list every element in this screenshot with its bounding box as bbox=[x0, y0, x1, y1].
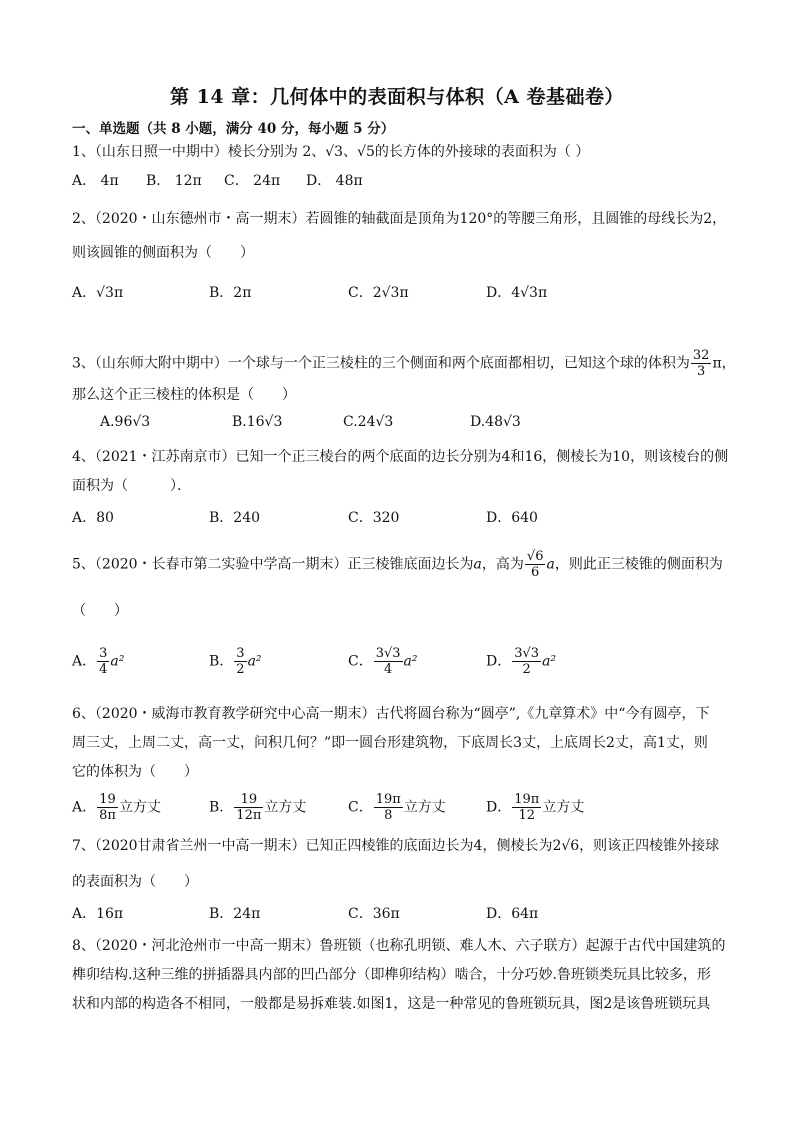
question-1-stem: 1、（山东日照一中期中）棱长分别为 2、√3、√5的长方体的外接球的表面积为（ ） bbox=[72, 144, 590, 160]
option-b[interactable]: B.16√3 bbox=[232, 414, 283, 430]
option-d[interactable]: D． 48π bbox=[306, 173, 363, 189]
option-a[interactable]: A． 4π bbox=[72, 173, 119, 189]
option-c[interactable]: C．36π bbox=[348, 906, 400, 922]
question-6-line-1: 6、（2020・威海市教育教学研究中心高一期末）古代将圆台称为“圆亭”,《九章算术》中“今有圆亭，下 bbox=[72, 706, 710, 722]
option-a[interactable]: A．√3π bbox=[72, 285, 124, 301]
option-a[interactable]: A． $\frac{19}{8\pi}$ 立方丈 bbox=[72, 792, 161, 823]
option-d[interactable]: D．4√3π bbox=[486, 285, 548, 301]
option-b[interactable]: B．240 bbox=[209, 510, 261, 526]
option-c[interactable]: C.24√3 bbox=[343, 414, 394, 430]
question-2-line-1: 2、（2020・山东德州市・高一期末）若圆锥的轴截面是顶角为120°的等腰三角形，且圆锥的母线长为2， bbox=[72, 211, 727, 227]
option-b[interactable]: B． $\frac{19}{12\pi}$ 立方丈 bbox=[209, 792, 307, 823]
question-7-line-2: 的表面积为（ ） bbox=[72, 874, 198, 890]
option-a[interactable]: A.96√3 bbox=[100, 414, 151, 430]
question-7-line-1: 7、（2020甘肃省兰州一中高一期末）已知正四棱锥的底面边长为4，侧棱长为2√6，则该正四棱锥外接球 bbox=[72, 838, 720, 854]
question-4-line-2: 面积为（ ）． bbox=[72, 478, 191, 494]
question-5-line-1: 5、（2020・长春市第二实验中学高一期末）正三棱锥底面边长为a，高为 $\frac{√6}{6}$ a，则此正三棱锥的侧面积为 bbox=[72, 549, 723, 580]
fraction: $\frac{32}{3}$ bbox=[692, 348, 710, 379]
option-d[interactable]: D．64π bbox=[486, 906, 539, 922]
fraction: $\frac{√6}{6}$ bbox=[526, 549, 544, 580]
option-b[interactable]: B．2π bbox=[209, 285, 252, 301]
option-a[interactable]: A．80 bbox=[72, 510, 114, 526]
question-5-line-2: （ ） bbox=[72, 603, 128, 619]
option-b[interactable]: B． $\frac{3}{2}$ a² bbox=[209, 646, 262, 677]
option-b[interactable]: B．24π bbox=[209, 906, 261, 922]
option-d[interactable]: D．640 bbox=[486, 510, 538, 526]
section-heading: 一、单选题（共 8 小题，满分 40 分，每小题 5 分） bbox=[72, 121, 395, 137]
question-3-line-2: 那么这个正三棱柱的体积是（ ） bbox=[72, 387, 296, 403]
question-4-line-1: 4、（2021・江苏南京市）已知一个正三棱台的两个底面的边长分别为4和16，侧棱长为10，则该棱台的侧 bbox=[72, 449, 729, 465]
question-8-line-1: 8、（2020・河北沧州市一中高一期末）鲁班锁（也称孔明锁、难人木、六子联方）起源于古代中国建筑的 bbox=[72, 938, 726, 954]
option-c[interactable]: C． $\frac{19\pi}{8}$ 立方丈 bbox=[348, 792, 446, 823]
question-6-line-3: 它的体积为（ ） bbox=[72, 764, 198, 780]
option-b[interactable]: B． 12π bbox=[146, 173, 202, 189]
option-d[interactable]: D． $\frac{19\pi}{12}$ 立方丈 bbox=[486, 792, 585, 823]
option-c[interactable]: C．2√3π bbox=[348, 285, 409, 301]
option-a[interactable]: A． $\frac{3}{4}$ a² bbox=[72, 646, 125, 677]
question-3-text: 3、（山东师大附中期中）一个球与一个正三棱柱的三个侧面和两个底面都相切，已知这个球的体积为 bbox=[72, 355, 690, 372]
option-d[interactable]: D． $\frac{3√3}{2}$ a² bbox=[486, 646, 557, 677]
option-a[interactable]: A．16π bbox=[72, 906, 124, 922]
option-c[interactable]: C． 24π bbox=[224, 173, 281, 189]
option-d[interactable]: D.48√3 bbox=[470, 414, 521, 430]
question-8-line-3: 状和内部的构造各不相同，一般都是易拆难装.如图1，这是一种常见的鲁班锁玩具，图2是该鲁班锁玩具 bbox=[72, 996, 711, 1012]
question-3-line-1: 3、（山东师大附中期中）一个球与一个正三棱柱的三个侧面和两个底面都相切，已知这个球的体积为 $\frac{32}{3}$ π， bbox=[72, 348, 736, 379]
option-c[interactable]: C． $\frac{3√3}{4}$ a² bbox=[348, 646, 418, 677]
question-8-line-2: 榫卯结构.这种三维的拼插器具内部的凹凸部分（即榫卯结构）啮合，十分巧妙.鲁班锁类玩具比较多，形 bbox=[72, 967, 711, 983]
page-title: 第 14 章：几何体中的表面积与体积（A 卷基础卷） bbox=[169, 86, 625, 108]
question-2-line-2: 则该圆锥的侧面积为（ ） bbox=[72, 245, 254, 261]
question-6-line-2: 周三丈，上周二丈，高一丈，问积几何？”即一圆台形建筑物，下底周长3丈，上底周长2丈，高1丈，则 bbox=[72, 735, 708, 751]
option-c[interactable]: C．320 bbox=[348, 510, 400, 526]
